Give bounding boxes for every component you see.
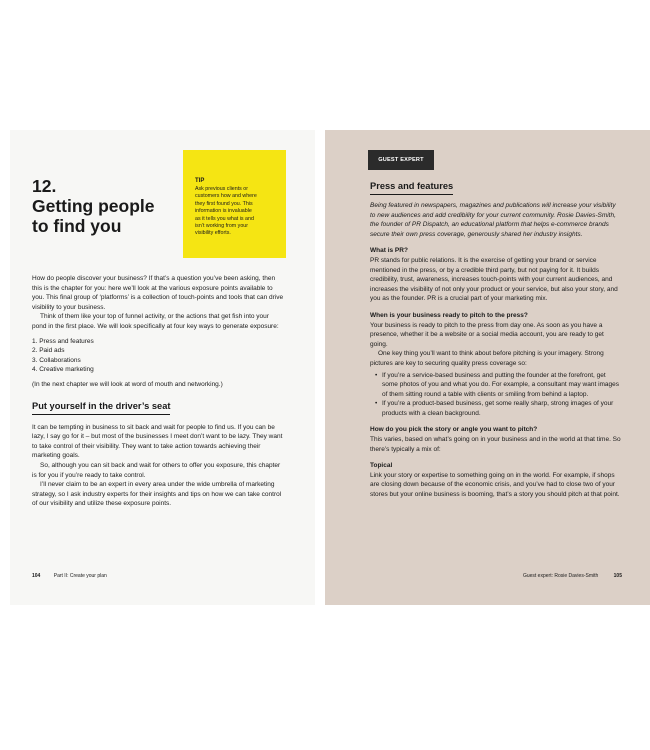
chapter-number: 12. <box>32 176 57 196</box>
tip-line: customers how and where <box>195 193 257 200</box>
tip-line: Ask previous clients or <box>195 186 248 192</box>
question-heading: How do you pick the story or angle you want to pitch? <box>370 426 538 434</box>
right-footer <box>480 573 622 579</box>
running-footer: Guest expert: Rosie Davies-Smith <box>522 573 599 579</box>
paragraph: How do people discover your business? If that’s a question you’ve been asking, then this is the chapter for you: here we’ll look at the various exposure points available to you. This final group of ‘platforms’ is a collection of touch-points and tools that can drive visibility to your business. <box>32 275 284 311</box>
paragraph: It can be tempting in business to sit back and wait for people to find us. If you can be lazy, I say go for it – but most of the businesses I meet don’t want to be lazy. They want to take control of their visibility. They want to take action towards achieving their marketing goals. <box>32 423 283 460</box>
chapter-title-line: to find you <box>32 216 122 236</box>
paragraph: Link your story or expertise to something going on in the world. For example, if shops are closing down because of the economic crisis, and you’ve had to close two of your stores but your online business is booming, that’s a story you should pitch at that point. <box>370 471 620 499</box>
paragraph: I’ll never claim to be an expert in every area under the wide umbrella of marketing strategy, so I ask industry experts for their insights and tips on how we can take control of our visibility and utilize these exposure points. <box>32 481 282 508</box>
question-heading: When is your business ready to pitch to the press? <box>370 311 528 319</box>
intro-paragraph: Being featured in newspapers, magazines and publications will increase your visibility to new audiences and add credibility for your current community. Rosie Davies-Smith, the founder of PR Dispatch, an educational platform that helps e-commerce brands secure their own press coverage, generously shared her industry insights. <box>370 202 616 238</box>
chapter-title-line: Getting people <box>32 196 155 216</box>
paragraph: PR stands for public relations. It is the exercise of getting your brand or service mentioned in the press, or by a credible third party, but not paying for it. It builds credibility, trust, awareness, increases touch-points with your current audiences, and increases the visibility of not only your product or your service, but also your story, and you as the founder. PR is a crucial part of your marketing mix. <box>370 256 618 303</box>
tip-line: visibility efforts. <box>195 230 231 237</box>
paragraph: One key thing you’ll want to think about before pitching is your imagery. Strong pictures are key to securing quality press coverage so: <box>370 350 604 367</box>
left-footer <box>32 573 107 579</box>
list-item: 4. Creative marketing <box>32 366 94 374</box>
note: (In the next chapter we will look at word of mouth and networking.) <box>32 380 223 388</box>
bullet-item: • If you’re a product-based business, get some really sharp, strong images of your products with a clean background. <box>377 399 622 418</box>
paragraph: This varies, based on what’s going on in your business and in the world at that time. So there’s typically a mix of: <box>370 436 621 453</box>
tip-line: isn’t working from your <box>195 223 248 230</box>
paragraph: So, although you can sit back and wait for others to offer you exposure, this chapter is for you if you’re ready to take control. <box>32 461 281 479</box>
left-body <box>32 274 284 509</box>
page-number: 104 <box>32 573 41 579</box>
right-body <box>370 180 622 500</box>
tip-line: they first found you. This <box>195 200 253 207</box>
chapter-title <box>32 176 182 236</box>
page-number: 105 <box>613 573 622 579</box>
paragraph: Your business is ready to pitch to the press from day one. As soon as you have a presence, whether it be a website or a social media account, you are ready to get going. <box>370 321 604 348</box>
tip-line: as it tells you what is and <box>195 215 254 222</box>
section-heading: Put yourself in the driver’s seat <box>32 400 170 415</box>
list-item: 3. Collaborations <box>32 356 81 364</box>
guest-expert-label: GUEST EXPERT <box>368 150 434 170</box>
tip-title: TIP <box>195 178 205 184</box>
list-item: 1. Press and features <box>32 337 94 345</box>
running-footer: Part II: Create your plan <box>53 573 107 579</box>
tip-body <box>195 186 286 238</box>
section-heading: Press and features <box>370 180 453 195</box>
tip-line: information is invaluable <box>195 208 252 215</box>
list-item: 2. Paid ads <box>32 347 65 355</box>
subheading: Topical <box>370 462 393 470</box>
paragraph: Think of them like your top of funnel activity, or the actions that get fish into your pond in the first place. We will look specifically at four key ways to generate exposure: <box>32 313 279 330</box>
bullet-item: • If you’re a service-based business and putting the founder at the forefront, get some photos of you and what you do. For example, a consultant may want images of them sitting round a table with clients or smiling from behind a laptop. <box>377 371 622 400</box>
question-heading: What is PR? <box>370 247 408 255</box>
exposure-list <box>32 337 284 375</box>
bullet-list <box>370 371 622 419</box>
tip-box <box>183 150 286 258</box>
